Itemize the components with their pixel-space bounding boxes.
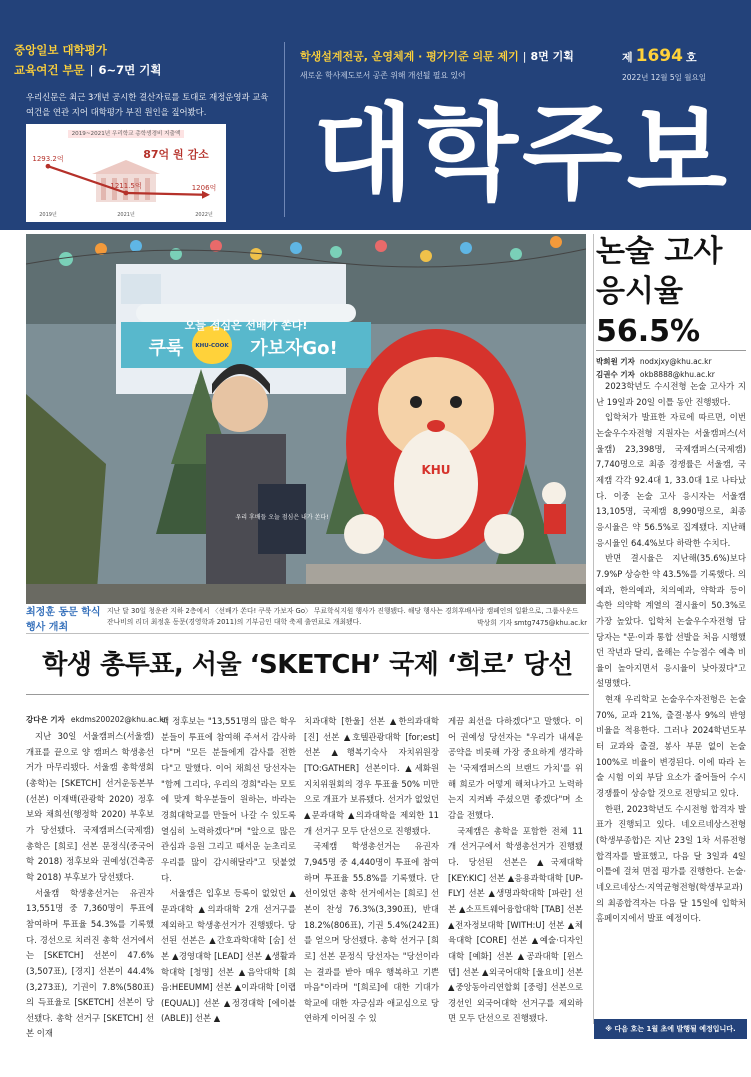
data-point [124,191,129,196]
chart-title: 2019~2021년 우리학교 총학생경비 지출액 [68,130,185,138]
headline-divider [26,694,589,695]
reporter2-name: 김권수 기자 [596,370,635,379]
issue-number [622,46,697,66]
main-reporter-name: 강다은 기자 [26,715,65,724]
promo-left-pages: 6~7면 기획 [98,63,162,77]
article-paragraph: 백 정후보는 "13,551명의 많은 학우분들이 투표에 참여해 주셔서 감사하다"며 "모든 분들에게 감사를 전한다"고 말했다. 이어 채희선 당선자는 "함께 그리다, 우리의 경희"라는 모토에 맞게 학우분들이 원하는, 바라는 경희대학교를 만들어 나갈 수 있도록 열심히 노력하겠다"며 "앞으로 많은 관심과 응원 그리고 때서운 눈초리로 우리를 많이 감시해달라"고 덧붙였다. [161,716,296,883]
header-divider [284,42,285,217]
promo-mid-title: 학생설계전공, 운영체계 · 평가기준 의문 제기 [300,50,519,63]
x-tick-label: 2019년 [39,212,57,218]
promo-mid-pages: 8면 기획 [530,50,574,63]
side-article-headline[interactable]: 논술 고사 응시율 56.5% [596,234,723,349]
article-paragraph: 서울캠은 입후보 등록이 없었던 ▲문과대학 ▲의과대학 2개 선거구를 제외하고 학생총선거가 진행됐다. 당선된 선본은 ▲간호과학대학 [숨] 선본 ▲경영대학 [LEAD] 선본 ▲생활과학대학 [청명] 선본 ▲음악대학 [희음:HEEUMM] 선본 ▲이과대학 [이랩(EQUAL)] 선본 ▲정경대학 [에이블(ABLE)] 선본 ▲ [161,888,296,1024]
article-paragraph: 치과대학 [한울] 선본 ▲한의과대학 [진] 선본 ▲호텔관광대학 [for;est] 선본 ▲행복기숙사 자치위원장 [TO:GATHER] 선본이다. ▲세화원 지치위원회의 경우 투표율 50% 미만으로 개표가 보류됐다. 선거가 없었던 ▲문과대학 ▲의과대학을 제외한 11개 선거구 모두 단선으로 진행됐다. [304,716,439,836]
spending-chart [26,124,226,222]
side-article-body [596,379,746,927]
data-point [202,192,207,197]
spending-chart-svg [26,124,226,222]
photo-mascot-label: KHU [421,463,451,477]
issue-number-value: 1694 [635,46,683,66]
column-divider [593,234,594,1024]
issue-date: 2022년 12월 5일 월요일 [622,73,707,82]
caption-text: 지난 달 30일 청운관 지하 2층에서 〈선배가 쏜다! 쿠룩 가보자 Go〉 무료학식지원 행사가 진행됐다. 해당 행사는 경희후배사랑 캠페인의 일환으로, 그룹사운드 잔나비의 리더 최정훈 동문(경영학과 2011)의 기부금인 대학 축제 출연료로 개최됐다. [107,607,579,626]
article-paragraph: 서울캠 학생총선거는 유권자 13,551명 중 7,360명이 투표에 참여하며 투표율 54.3%를 기록했다. 경선으로 치러진 총학 선거에서는 [SKETCH] 선본이 47.6%(3,507표), [경지] 선본이 44.4%(3,273표), 기권이 7.8%(580표)의 득표율로 [SKETCH] 선본이 당선됐다. 총학 선거구 [SKETCH] 선본 이재 [26,887,154,1039]
data-label: 1206억 [191,183,217,192]
event-photo-illustration [26,234,586,604]
main-article-headline[interactable]: 학생 총투표, 서울 ‘SKETCH’ 국제 ‘희로’ 당선 [42,650,573,680]
promo-left-line1: 중앙일보 대학평가 [14,43,107,57]
photo-banner-main: 쿠룩 [148,338,184,359]
side-article-bylines [596,350,746,381]
main-reporter-email[interactable]: ekdms200202@khu.ac.kr [70,715,167,724]
reporter1-name: 박희원 기자 [596,357,635,366]
issue-prefix: 제 [622,51,633,64]
side-paragraph: 2023학년도 수시전형 논술 고사가 지난 19일과 20일 이틀 동안 진행됐다. [596,381,746,407]
event-photo [26,234,586,604]
header-banner [0,0,751,230]
promo-university-evaluation[interactable]: 중앙일보 대학평가 교육여건 부문 | 6~7면 기획 [14,40,274,80]
photo-banner-main2: 가보자Go! [250,338,338,359]
promo-mid-subtitle: 새로운 학사제도로서 공존 위해 개선될 필요 있어 [300,71,466,80]
building-column-icon [145,178,150,200]
article-column-1 [26,729,154,1042]
x-tick-label: 2021년 [117,212,135,218]
article-paragraph: 지난 30일 서울캠퍼스(서울캠) 개표를 끝으로 양 캠퍼스 학생총선거가 마무리됐다. 서울캠 총학생회(총학)는 [SKETCH] 선거운동본부(선본) 이재백(관광학 2020) 정후보와 채희선(행정학 2020) 부후보가 당선됐다. 국제캠퍼스(국제캠) 총학은 [희로] 선본 문정식(중국어학 2018) 정후보와 권예성(건축공학 2018) 부후보가 당선됐다. [26,731,154,882]
data-point [46,164,51,169]
data-label: 1211.5억 [110,181,142,190]
promo-intro-text: 우리신문은 최근 3개년 공시한 결산자료를 토대로 재정운영과 교육여건을 연관 지어 대학평가 부진 원인을 짚어봤다. [26,92,269,117]
building-roof-icon [92,160,160,174]
article-column-3 [304,714,439,1027]
promo-left-line2: 교육여건 부문 [14,63,85,77]
building-column-icon [101,178,106,200]
x-tick-label: 2022년 [195,212,213,218]
section-divider [26,633,589,634]
main-article-byline [26,714,167,725]
data-label: 1293.2억 [32,155,64,164]
article-column-4 [448,714,583,1027]
masthead-title: 대학주보 [313,92,731,214]
issue-suffix: 호 [685,51,697,64]
caption-credit: 박상희 기자 smtg7475@khu.ac.kr [477,619,587,627]
reporter2-email[interactable]: okb8888@khu.ac.kr [639,370,715,379]
side-paragraph: 한편, 2023학년도 수시전형 합격자 발표가 진행되고 있다. 네오르네상스전형(학생부종합)은 지난 23일 1차 서류전형 합격자를 발표했고, 다음 달 3일과 4일 이틀에 걸쳐 면접 평가를 진행한다. 논술·네오르네상스·지역균형전형(학생부교과)의 최종합격자는 다음 달 15일에 입학처 홈페이지에서 발표 예정이다. [596,803,746,924]
article-column-2 [161,714,296,1027]
side-paragraph: 입학처가 발표한 자료에 따르면, 이번 논술우수자전형 지원자는 서울캠퍼스(서울캠) 23,398명, 국제캠퍼스(국제캠) 7,740명으로 최종 경쟁률은 서울캠, 국제캠 각각 92.4대 1, 33.0대 1로 나타났다. 이중 논술 고사 응시자는 서울캠 13,105명, 국제캠 8,990명으로, 최종 응시율은 약 56.5%로 집계됐다. 지난해 응시율인 64.4%보다 하락한 수치다. [596,412,746,548]
photo-banner-text: 오늘 점심은 선배가 쏜다! [184,319,308,332]
reporter1-email[interactable]: nodxjxy@khu.ac.kr [639,357,712,366]
side-paragraph: 반면 결시율은 지난해(35.6%)보다 7.9%P 상승한 약 43.5%를 기록했다. 의예과, 한의예과, 치의예과, 약학과 등이 속한 의약학 계열의 결시율이 50.3%로 가장 높았다. 입학처 논술우수자전형 담당자는 "문·이과 통합 선발을 처음 시행했던 작년과 달리, 올해는 수능점수 예측 비율이 높아지면서 응시율이 낮아졌다"고 설명했다. [596,553,746,689]
chart-annotation: 87억 원 감소 [143,148,209,161]
article-paragraph: 국제캠은 총학을 포함한 전체 11개 선거구에서 학생총선거가 진행됐다. 당선된 선본은 ▲국제대학 [KEY:KIC] 선본 ▲응용과학대학 [UP-FLY] 선본 ▲생명과학대학 [파란] 선본 ▲소프트웨어융합대학 [TAB] 선본 ▲전자정보대학 [WITH:U] 선본 ▲체육대학 [CORE] 선본 ▲예술·디자인대학 [예화] 선본 ▲공과대학 [윈스텝] 선본 ▲외국어대학 [울요비] 선본 ▲중앙동아리연합회 [중령] 선본으로 경선인 외국어대학 선거구를 제외하면 모두 단선으로 진행됐다. [448,825,583,1024]
side-paragraph: 현재 우리학교 논술우수자전형은 논술 70%, 교과 21%, 출결·봉사 9%의 반영 비율을 적용한다. 그러나 2024학년도부터 교과와 출결, 봉사 부문 없이 논술 100%로 비율이 변경된다. 이에 따라 논술 시험 이외 부담 요소가 줄어들어 수시 경쟁률이 상승할 것으로 전망되고 있다. [596,694,746,799]
photo-banner-badge: KHU-COOK [195,343,229,349]
caption-title: 최정훈 동문 학식행사 개최 [26,607,101,633]
article-paragraph: 게끔 최선을 다하겠다"고 말했다. 이어 권예성 당선자는 "우리가 내세운 공약을 비롯해 가장 중요하게 생각하는 '국제캠퍼스의 브랜드 가치'를 위해 희로가 어떻게 해쳐나가고 노력하는지 지켜봐 주셨으면 좋겠다"며 소감을 전했다. [448,716,583,820]
photo-standee-text: 우리 후배들 오늘 점심은 내가 쏜다! [235,514,329,521]
promo-student-major[interactable]: 학생설계전공, 운영체계 · 평가기준 의문 제기 | 8면 기획 [300,50,574,63]
next-issue-notice: ※ 다음 호는 1월 초에 발행될 예정입니다. [594,1019,747,1039]
article-paragraph: 국제캠 학생총선거는 유권자 7,945명 중 4,440명이 투표에 참여하며 투표율 55.8%를 기록했다. 단선이었던 총학 선거에서는 [희로] 선본이 찬성 76.3%(3,390표), 반대 18.2%(806표), 기권 5.4%(242표)를 얻으며 당선됐다. 총학 선거구 [희로] 선본 문정식 당선자는 "당선이라는 결과를 받아 매우 행복하고 기쁜 마음"이라며 "[희로]에 대한 기대가 학교에 대한 자긍심과 애교심으로 당연하게 이어질 수 있 [304,841,439,1024]
